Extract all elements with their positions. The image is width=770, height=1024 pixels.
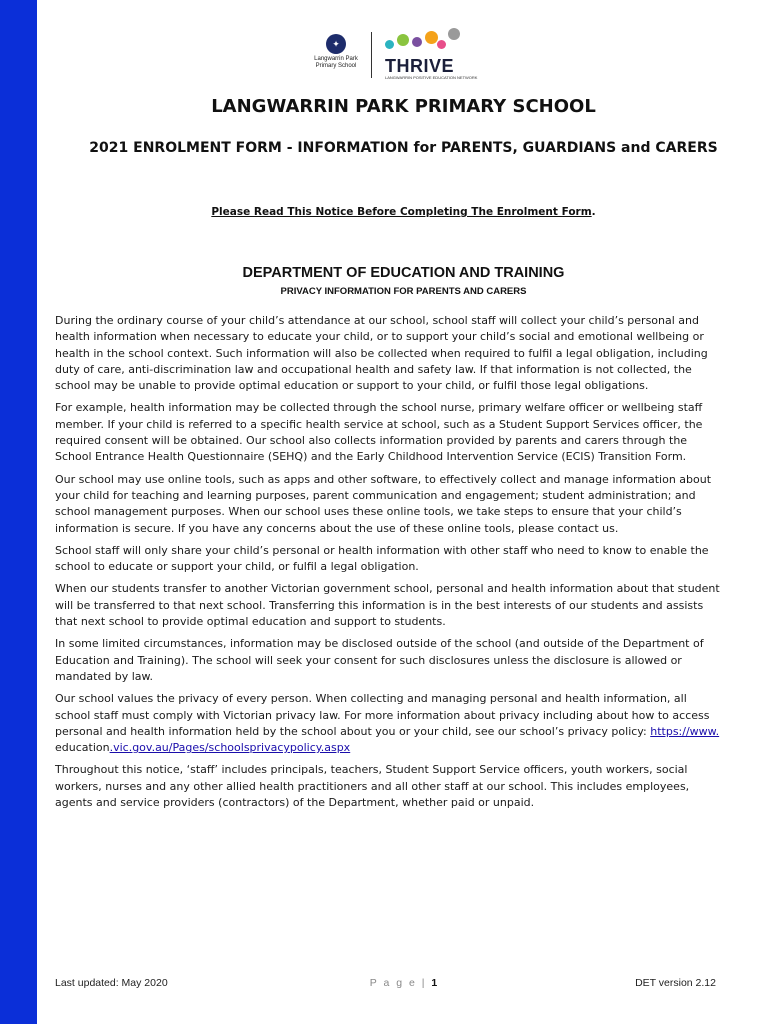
footer-version: DET version 2.12 (635, 977, 716, 989)
thrive-dot-icon (425, 31, 438, 44)
privacy-policy-link-part2[interactable]: education (55, 741, 110, 755)
thrive-logo (381, 28, 501, 84)
thrive-dot-icon (412, 37, 422, 47)
privacy-policy-link-part3[interactable]: .vic.gov.au/Pages/schoolsprivacypolicy.aspx (109, 741, 351, 755)
privacy-policy-paragraph (55, 691, 721, 756)
thrive-dot-icon (385, 40, 394, 49)
school-logo-name-line1: Langwarrin Park (314, 56, 358, 62)
paragraph: Our school may use online tools, such as apps and other software, to effectively collect and manage information about your child for teaching and learning purposes, parent communication and engagement; student administration; and school management purposes. When our school uses these online tools, we take steps to ensure that your child’s information is secure. If you have any concerns about the use of these online tools, please contact us. (55, 472, 712, 535)
document-page (37, 0, 770, 1024)
left-color-bar (0, 0, 37, 1024)
form-title: 2021 ENROLMENT FORM - INFORMATION for PARENTS, GUARDIANS and CARERS (89, 140, 718, 156)
header-logos (305, 28, 505, 84)
school-title: LANGWARRIN PARK PRIMARY SCHOOL (211, 96, 596, 117)
school-logo (305, 34, 367, 70)
paragraph: In some limited circumstances, information may be disclosed outside of the school (and outside of the Department of Education and Training). The school will seek your consent for such disclosures unless the disclosure is allowed or mandated by law. (55, 637, 704, 683)
paragraph: For example, health information may be collected through the school nurse, primary welfare officer or wellbeing staff member. If your child is referred to a specific health service at school, such as a Student Support Services officer, the required consent will be obtained. Our school also collects information provided by parents and carers through the School Entrance Health Questionnaire (SEHQ) and the Early Childhood Intervention Service (ECIS) Transition Form. (55, 401, 703, 464)
thrive-wordmark: THRIVE (385, 56, 455, 76)
privacy-body (55, 313, 721, 817)
paragraph: Throughout this notice, ‘staff’ includes principals, teachers, Student Support Service officers, youth workers, social workers, nurses and any other allied health practitioners and all other staff at our school. This includes employees, agents and service providers (contractors) of the Department, whether paid or unpaid. (55, 763, 690, 810)
footer-page-value: 1 (431, 977, 438, 989)
section-title: DEPARTMENT OF EDUCATION AND TRAINING (242, 265, 565, 281)
paragraph: When our students transfer to another Victorian government school, personal and health information about that student will be transferred to that next school. Transferring this information is in the best interests of our students and assists that next school to provide optimal education and support to students. (55, 582, 720, 629)
thrive-tagline: LANGWARRIN POSITIVE EDUCATION NETWORK (385, 75, 478, 80)
thrive-dot-icon (437, 40, 446, 49)
thrive-dot-icon (397, 34, 409, 46)
read-notice (37, 206, 770, 218)
logo-divider (371, 32, 372, 78)
privacy-policy-link-part1[interactable]: https://www. (650, 724, 720, 738)
privacy-policy-text: Our school values the privacy of every person. When collecting and managing personal and health information, all school staff must comply with Victorian privacy law. For more information about privacy including about how to access personal and health information held by the school about you or your child, see our school’s privacy policy: (55, 692, 710, 738)
paragraph: School staff will only share your child’s personal or health information with other staff who need to know to enable the school to educate or support your child, or fulfil a legal obligation. (55, 543, 709, 574)
school-crest-icon: ✦ (326, 34, 346, 54)
thrive-dot-icon (448, 28, 460, 40)
read-notice-period: . (591, 206, 596, 218)
paragraph: During the ordinary course of your child’s attendance at our school, school staff will collect your child’s personal and health information when necessary to educate your child, or to support your child’s social and emotional wellbeing or health in the school context. Such information will also be collected when required to fulfil a legal obligation, including duty of care, anti-discrimination law and occupational health and safety law. If that information is not collected, the school may be unable to provide optimal education or support to your child, or fulfil those legal obligations. (55, 314, 708, 393)
footer-last-updated: Last updated: May 2020 (55, 977, 168, 989)
footer-page-label: P a g e | (369, 977, 427, 989)
read-notice-text: Please Read This Notice Before Completing The Enrolment Form (211, 206, 592, 218)
school-logo-name-line2: Primary School (315, 63, 357, 69)
section-subtitle: PRIVACY INFORMATION FOR PARENTS AND CARERS (280, 286, 527, 297)
